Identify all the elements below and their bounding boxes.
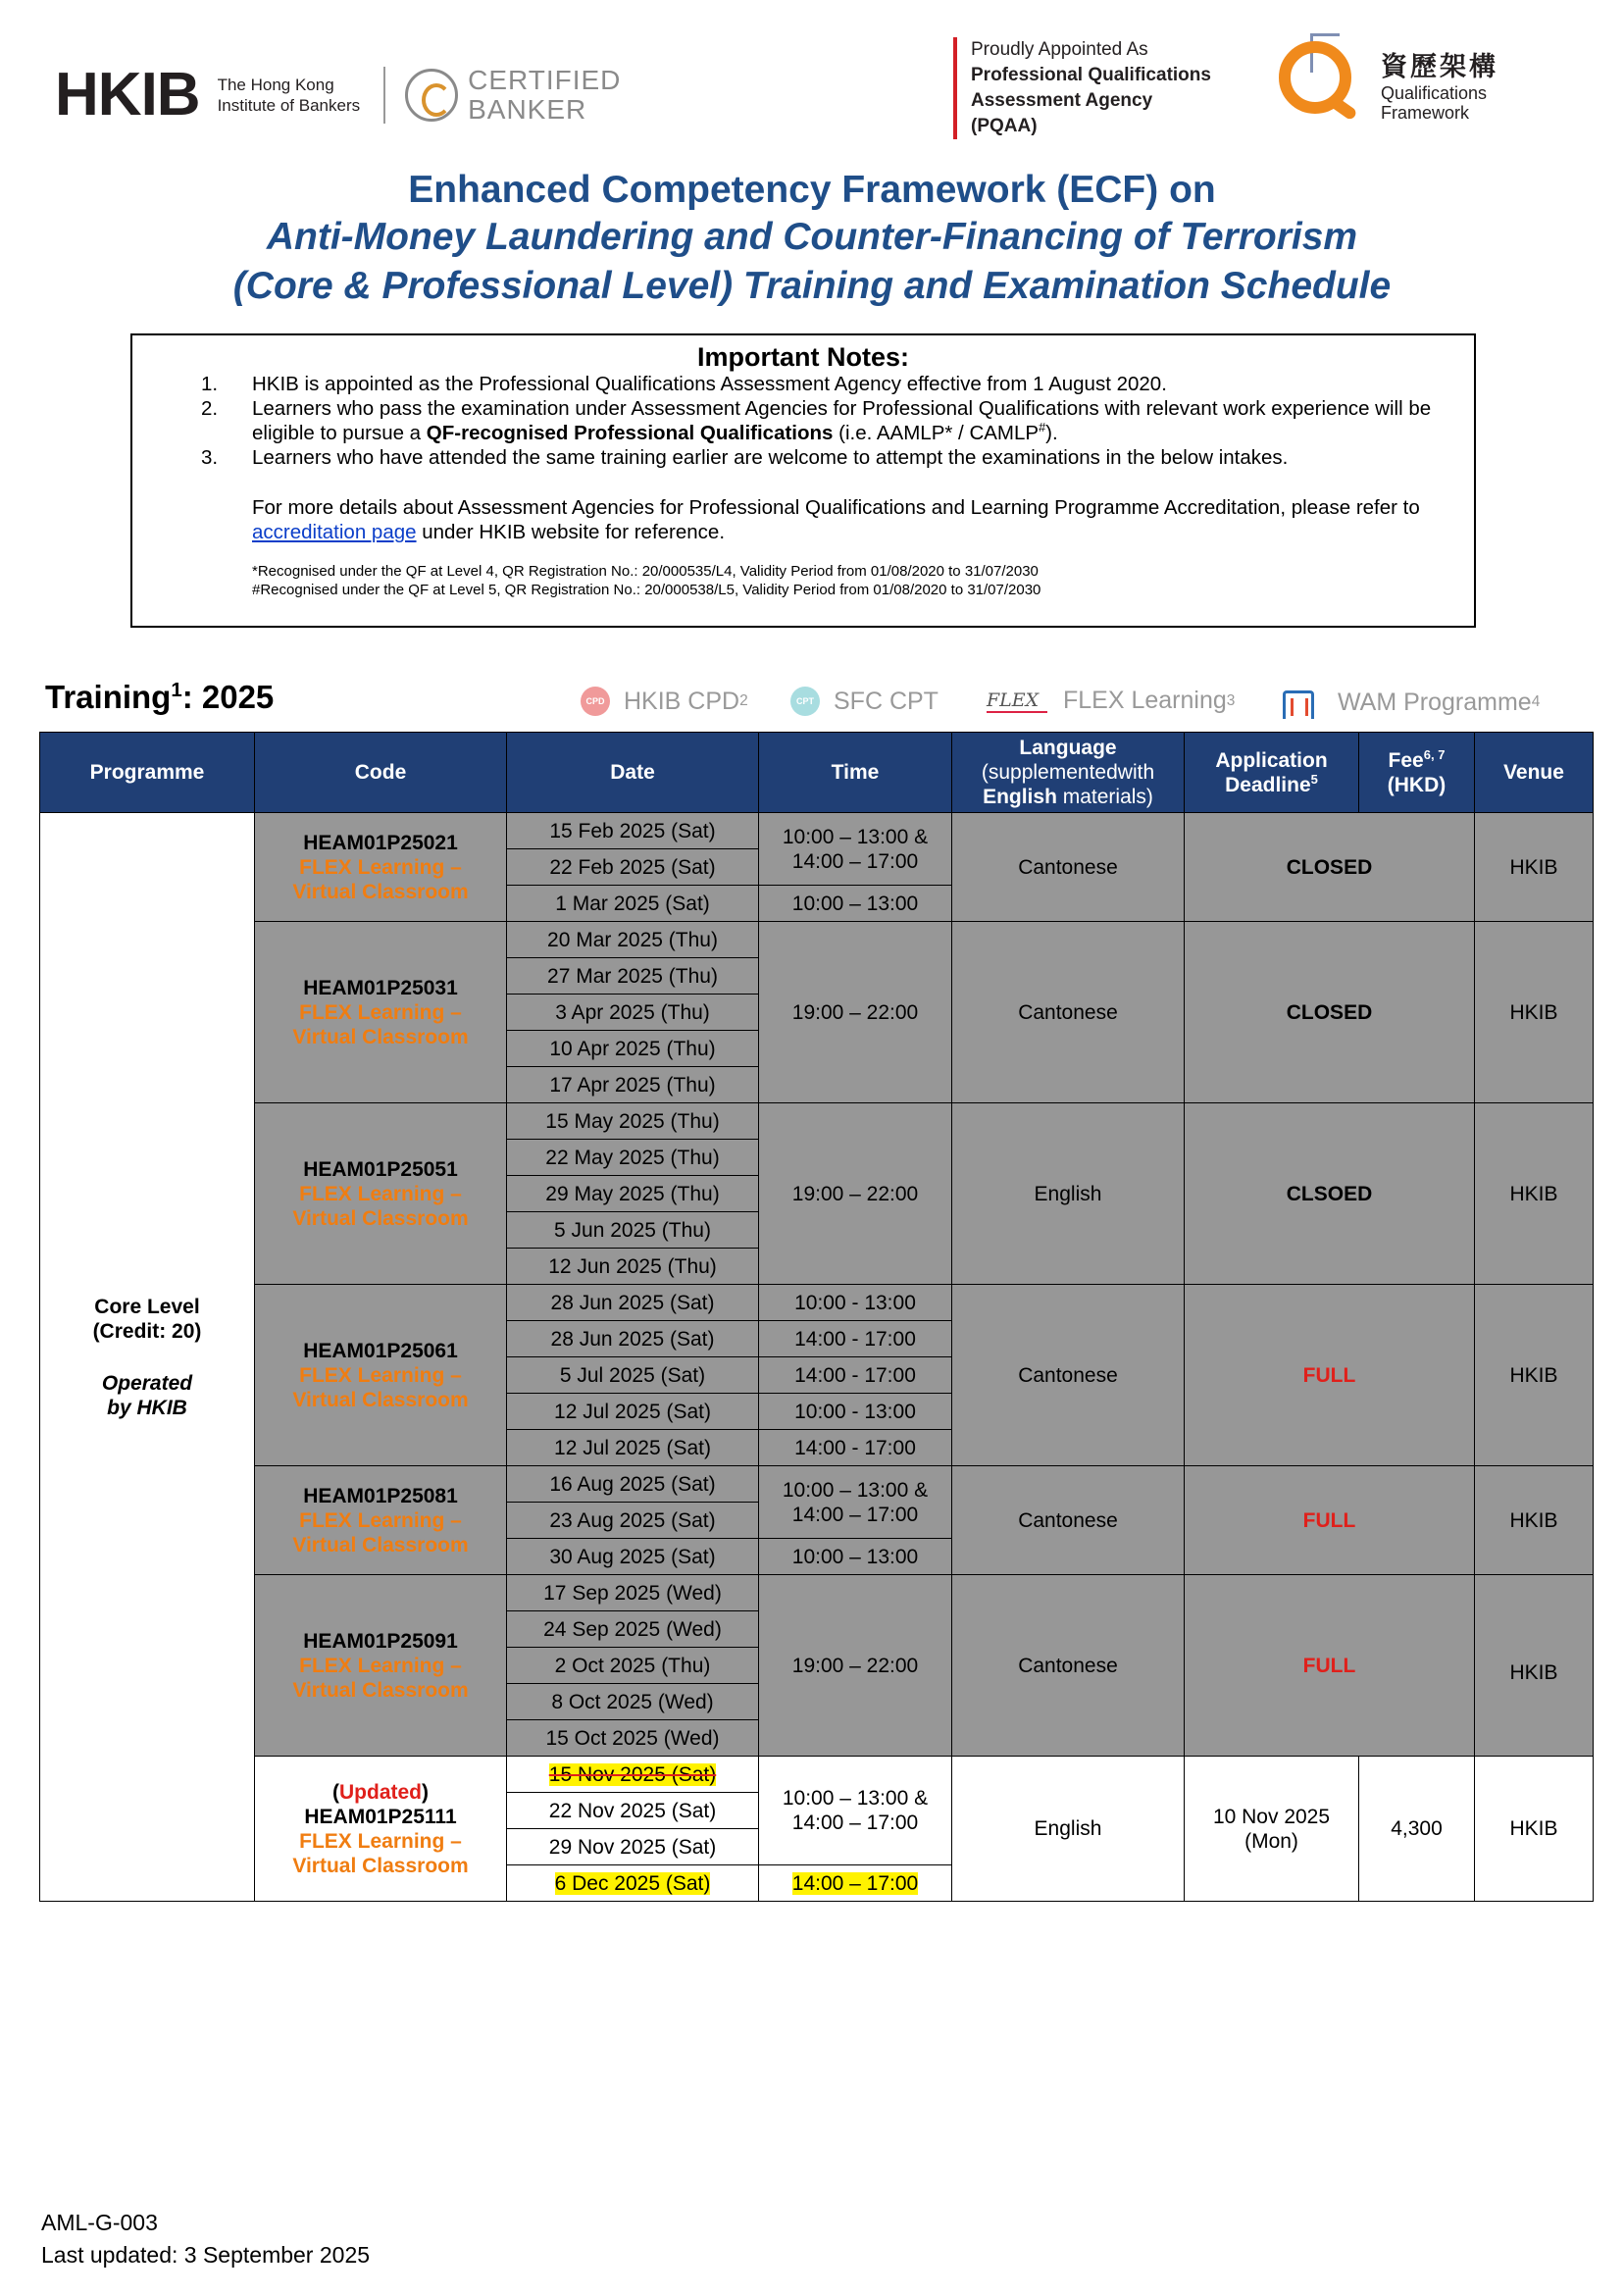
date-cell: 29 May 2025 (Thu) (507, 1176, 759, 1212)
date-cell: 17 Sep 2025 (Wed) (507, 1575, 759, 1611)
hkib-name: The Hong Kong Institute of Bankers (217, 76, 361, 115)
table-row (40, 922, 1594, 958)
date-cell: 2 Oct 2025 (Thu) (507, 1648, 759, 1684)
table-row (40, 1575, 1594, 1611)
time-cell: 14:00 - 17:00 (759, 1430, 952, 1466)
date-cell: 29 Nov 2025 (Sat) (507, 1829, 759, 1865)
course-code-cell: HEAM01P25031 FLEX Learning – Virtual Classroom (255, 922, 507, 1103)
table-row (40, 1103, 1594, 1140)
language-cell: Cantonese (952, 813, 1185, 922)
status-cell: FULL (1185, 1285, 1475, 1466)
legend-sfc-cpt: CPT SFC CPT (790, 687, 939, 716)
time-cell: 10:00 – 13:00 (759, 1539, 952, 1575)
time-cell: 10:00 – 13:00 & 14:00 – 17:00 (759, 1466, 952, 1539)
status-cell: CLOSED (1185, 922, 1475, 1103)
flex-learning-icon: FLEX (987, 689, 1047, 713)
time-cell: 10:00 – 13:00 & 14:00 – 17:00 (759, 813, 952, 886)
date-cell: 28 Jun 2025 (Sat) (507, 1285, 759, 1321)
legend-flex-learning: FLEX FLEX Learning 3 (987, 687, 1236, 714)
course-code-cell: (Updated) HEAM01P25111 FLEX Learning – Virtual Classroom (255, 1757, 507, 1902)
programme-cell: Core Level (Credit: 20) Operated by HKIB (40, 813, 255, 1902)
table-row (40, 1285, 1594, 1321)
table-header-row (40, 733, 1594, 813)
note-item: 3. Learners who have attended the same training earlier are welcome to attempt the examinations in the below intakes. (201, 446, 1289, 469)
date-cell: 3 Apr 2025 (Thu) (507, 995, 759, 1031)
page-title-line2: Anti-Money Laundering and Counter-Financing of Terrorism (266, 216, 1358, 258)
col-header-code: Code (255, 733, 507, 813)
course-code-cell: HEAM01P25051 FLEX Learning – Virtual Classroom (255, 1103, 507, 1285)
date-cell-cancelled: 15 Nov 2025 (Sat) (507, 1757, 759, 1793)
important-notes-box (130, 333, 1476, 628)
language-cell: English (952, 1103, 1185, 1285)
col-header-date: Date (507, 733, 759, 813)
col-header-time: Time (759, 733, 952, 813)
date-cell: 27 Mar 2025 (Thu) (507, 958, 759, 995)
time-cell-new: 14:00 – 17:00 (759, 1865, 952, 1902)
status-cell: FULL (1185, 1575, 1475, 1757)
course-code-cell: HEAM01P25091 FLEX Learning – Virtual Classroom (255, 1575, 507, 1757)
venue-cell: HKIB (1475, 922, 1594, 1103)
status-cell: CLOSED (1185, 813, 1475, 922)
fee-cell: 4,300 (1359, 1757, 1475, 1902)
date-cell: 23 Aug 2025 (Sat) (507, 1503, 759, 1539)
pqaa-accent-bar (953, 37, 957, 139)
course-code-cell: HEAM01P25081 FLEX Learning – Virtual Classroom (255, 1466, 507, 1575)
logo-divider (383, 67, 385, 124)
cpd-icon: CPD (581, 687, 610, 716)
date-cell: 15 Oct 2025 (Wed) (507, 1720, 759, 1757)
date-cell: 17 Apr 2025 (Thu) (507, 1067, 759, 1103)
table-row (40, 813, 1594, 849)
venue-cell: HKIB (1475, 1103, 1594, 1285)
date-cell: 16 Aug 2025 (Sat) (507, 1466, 759, 1503)
table-row (40, 1466, 1594, 1503)
time-cell: 10:00 – 13:00 & 14:00 – 17:00 (759, 1757, 952, 1865)
qualifications-framework-logo: 資歷架構 Qualifications Framework (1271, 29, 1498, 137)
date-cell: 12 Jun 2025 (Thu) (507, 1249, 759, 1285)
date-cell: 15 May 2025 (Thu) (507, 1103, 759, 1140)
language-cell: Cantonese (952, 922, 1185, 1103)
date-cell: 10 Apr 2025 (Thu) (507, 1031, 759, 1067)
updated-label: (Updated) (332, 1780, 429, 1804)
certified-banker-emblem-icon (405, 69, 458, 122)
accreditation-page-link[interactable]: accreditation page (252, 521, 417, 543)
date-cell: 8 Oct 2025 (Wed) (507, 1684, 759, 1720)
training-schedule-table (39, 732, 1594, 1902)
col-header-venue: Venue (1475, 733, 1594, 813)
table-row (40, 1757, 1594, 1793)
time-cell: 10:00 - 13:00 (759, 1394, 952, 1430)
qf-q-icon (1271, 29, 1369, 137)
course-code-cell: HEAM01P25061 FLEX Learning – Virtual Classroom (255, 1285, 507, 1466)
date-cell: 24 Sep 2025 (Wed) (507, 1611, 759, 1648)
wam-programme-icon (1281, 687, 1314, 718)
last-updated: Last updated: 3 September 2025 (41, 2242, 371, 2268)
date-cell: 5 Jul 2025 (Sat) (507, 1357, 759, 1394)
note-item: 1. HKIB is appointed as the Professional Qualifications Assessment Agency effective from 1 August 2020. (201, 373, 1167, 395)
language-cell: Cantonese (952, 1285, 1185, 1466)
hkib-logo-mark: HKIB (55, 61, 200, 128)
venue-cell: HKIB (1475, 1285, 1594, 1466)
course-code-cell: HEAM01P25021 FLEX Learning – Virtual Classroom (255, 813, 507, 922)
note-item: 2. Learners who pass the examination under Assessment Agencies for Professional Qualifications with relevant work experience will be eligible to pursue a QF-recognised Professional Qualifications (i.e. AAMLP* / CAMLP#). (201, 397, 1432, 444)
venue-cell: HKIB (1475, 1466, 1594, 1575)
page-footer (41, 2207, 370, 2271)
date-cell: 22 Feb 2025 (Sat) (507, 849, 759, 886)
time-cell: 14:00 - 17:00 (759, 1357, 952, 1394)
col-header-deadline: Application Deadline$^5$ (1185, 733, 1359, 813)
time-cell: 19:00 – 22:00 (759, 922, 952, 1103)
date-cell: 5 Jun 2025 (Thu) (507, 1212, 759, 1249)
date-cell-new: 6 Dec 2025 (Sat) (507, 1865, 759, 1902)
language-cell: Cantonese (952, 1575, 1185, 1757)
legend-wam-programme: WAM Programme 4 (1281, 687, 1540, 718)
date-cell: 20 Mar 2025 (Thu) (507, 922, 759, 958)
page-title-line3: (Core & Professional Level) Training and Examination Schedule (232, 265, 1392, 307)
pqaa-badge: Proudly Appointed As Professional Qualifications Assessment Agency (PQAA) (953, 37, 1211, 139)
status-cell: CLSOED (1185, 1103, 1475, 1285)
date-cell: 15 Feb 2025 (Sat) (507, 813, 759, 849)
legend-hkib-cpd: CPD HKIB CPD 2 (581, 687, 748, 716)
date-cell: 22 May 2025 (Thu) (507, 1140, 759, 1176)
date-cell: 22 Nov 2025 (Sat) (507, 1793, 759, 1829)
page-title-line1: Enhanced Competency Framework (ECF) on (408, 169, 1216, 211)
certified-banker-text: CERTIFIED BANKER (468, 65, 622, 125)
date-cell: 1 Mar 2025 (Sat) (507, 886, 759, 922)
language-cell: Cantonese (952, 1466, 1185, 1575)
hkib-logo (55, 61, 622, 128)
venue-cell: HKIB (1475, 1757, 1594, 1902)
language-cell: English (952, 1757, 1185, 1902)
time-cell: 10:00 - 13:00 (759, 1285, 952, 1321)
notes-more-info: For more details about Assessment Agencies for Professional Qualifications and Learning Programme Accreditation, please refer to accreditation page under HKIB website for reference. (252, 496, 1420, 543)
notes-footnotes: *Recognised under the QF at Level 4, QR Registration No.: 20/000535/L4, Validity Period from 01/08/2020 to 31/07/2030 #Recognised under the QF at Level 5, QR Registration No.: 20/000538/L5, Validity Period from 01/08/2020 to 31/07/2030 (252, 563, 1041, 598)
application-deadline-cell: 10 Nov 2025 (Mon) (1185, 1757, 1359, 1902)
document-code: AML-G-003 (41, 2210, 158, 2235)
col-header-fee: Fee$^{6, 7}$ (HKD) (1359, 733, 1475, 813)
time-cell: 19:00 – 22:00 (759, 1575, 952, 1757)
col-header-programme: Programme (40, 733, 255, 813)
notes-heading: Important Notes: (697, 342, 909, 372)
date-cell: 12 Jul 2025 (Sat) (507, 1394, 759, 1430)
venue-cell: HKIB (1475, 813, 1594, 922)
date-cell: 30 Aug 2025 (Sat) (507, 1539, 759, 1575)
venue-cell: HKIB (1475, 1575, 1594, 1757)
time-cell: 19:00 – 22:00 (759, 1103, 952, 1285)
time-cell: 10:00 – 13:00 (759, 886, 952, 922)
training-heading: Training$^1$: 2025 (45, 679, 275, 715)
col-header-language: Language (supplementedwith English materials) (952, 733, 1185, 813)
cpt-icon: CPT (790, 687, 820, 716)
status-cell: FULL (1185, 1466, 1475, 1575)
date-cell: 12 Jul 2025 (Sat) (507, 1430, 759, 1466)
date-cell: 28 Jun 2025 (Sat) (507, 1321, 759, 1357)
time-cell: 14:00 - 17:00 (759, 1321, 952, 1357)
